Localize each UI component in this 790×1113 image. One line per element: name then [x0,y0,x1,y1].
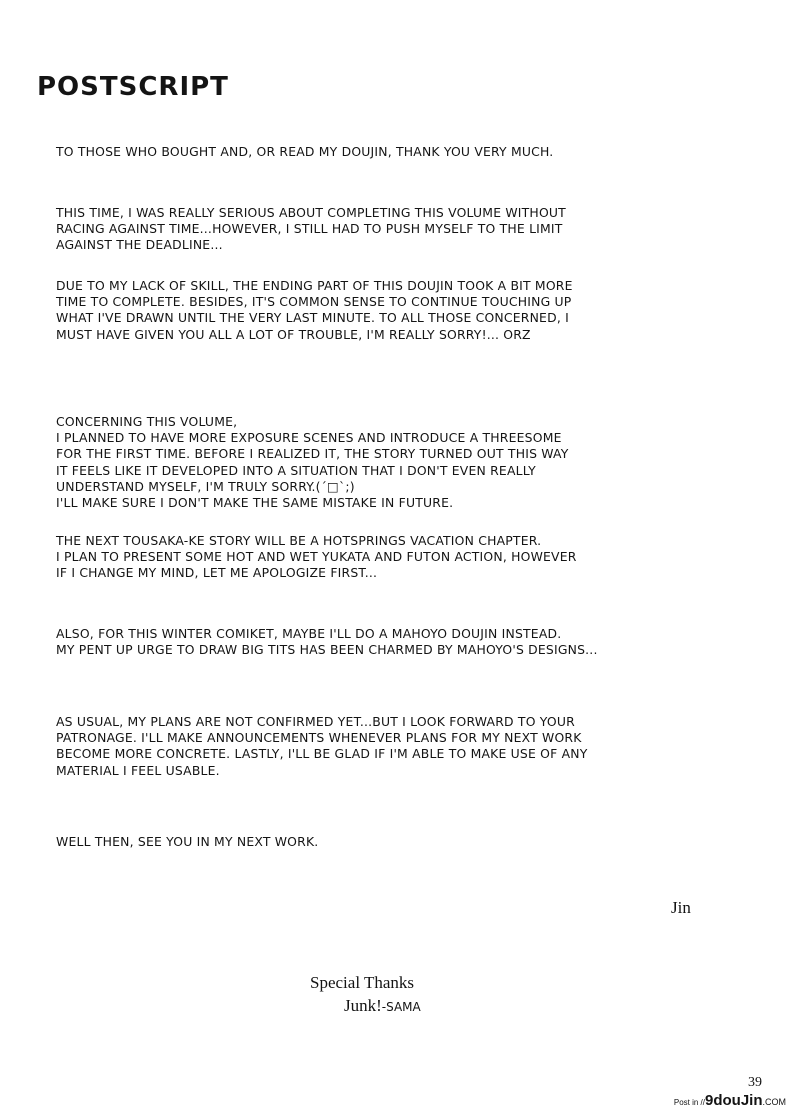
paragraph-farewell [56,834,696,850]
special-thanks-heading: Special Thanks [310,973,415,992]
text-line: FOR THE FIRST TIME. BEFORE I REALIZED IT, THE STORY TURNED OUT THIS WAY [56,446,569,462]
watermark-tld: .COM [762,1097,786,1107]
text-line: WELL THEN, SEE YOU IN MY NEXT WORK. [56,834,319,849]
text-line: AS USUAL, MY PLANS ARE NOT CONFIRMED YET...BUT I LOOK FORWARD TO YOUR [56,714,575,729]
site-watermark [674,1092,786,1110]
text-line: THE NEXT TOUSAKA-KE STORY WILL BE A HOTSPRINGS VACATION CHAPTER. [56,533,542,548]
page-number: 39 [748,1075,762,1090]
text-line: CONCERNING THIS VOLUME, [56,414,238,429]
text-line: IT FEELS LIKE IT DEVELOPED INTO A SITUATION THAT I DON'T EVEN REALLY [56,462,536,478]
watermark-site: 9douJin [704,1092,763,1109]
text-line: I'LL MAKE SURE I DON'T MAKE THE SAME MISTAKE IN FUTURE. [56,495,454,511]
paragraph-plans [56,714,696,779]
text-line: TIME TO COMPLETE. BESIDES, IT'S COMMON SENSE TO CONTINUE TOUCHING UP [56,294,572,310]
text-line: RACING AGAINST TIME...HOWEVER, I STILL HAD TO PUSH MYSELF TO THE LIMIT [56,221,563,237]
author-signature: Jin [671,898,691,917]
paragraph-comiket [56,626,696,658]
paragraph-thanks [56,144,696,160]
paragraph-serious [56,205,696,254]
watermark-prefix: Post in // [673,1098,705,1107]
page-title: POSTSCRIPT [37,72,229,102]
text-line: MUST HAVE GIVEN YOU ALL A LOT OF TROUBLE, I'M REALLY SORRY!... ORZ [56,326,531,342]
text-line: DUE TO MY LACK OF SKILL, THE ENDING PART OF THIS DOUJIN TOOK A BIT MORE [56,278,573,293]
special-thanks-name [344,996,421,1016]
text-line: IF I CHANGE MY MIND, LET ME APOLOGIZE FIRST... [56,565,378,581]
text-line: WHAT I'VE DRAWN UNTIL THE VERY LAST MINUTE. TO ALL THOSE CONCERNED, I [56,310,569,326]
thanks-name-text: Junk! [344,996,382,1015]
text-line: ALSO, FOR THIS WINTER COMIKET, MAYBE I'LL DO A MAHOYO DOUJIN INSTEAD. [56,626,562,641]
text-line: PATRONAGE. I'LL MAKE ANNOUNCEMENTS WHENEVER PLANS FOR MY NEXT WORK [56,730,582,746]
paragraph-skill [56,278,696,343]
text-line: BECOME MORE CONCRETE. LASTLY, I'LL BE GLAD IF I'M ABLE TO MAKE USE OF ANY [56,746,588,762]
thanks-name-suffix: -SAMA [381,1000,421,1014]
paragraph-volume [56,414,696,511]
text-line: I PLAN TO PRESENT SOME HOT AND WET YUKATA AND FUTON ACTION, HOWEVER [56,549,577,565]
text-line: I PLANNED TO HAVE MORE EXPOSURE SCENES AND INTRODUCE A THREESOME [56,430,562,446]
text-line: MY PENT UP URGE TO DRAW BIG TITS HAS BEEN CHARMED BY MAHOYO'S DESIGNS... [56,642,598,658]
paragraph-next-story [56,533,696,582]
text-line: AGAINST THE DEADLINE... [56,237,223,253]
text-line: THIS TIME, I WAS REALLY SERIOUS ABOUT COMPLETING THIS VOLUME WITHOUT [56,205,566,220]
text-line: TO THOSE WHO BOUGHT AND, OR READ MY DOUJIN, THANK YOU VERY MUCH. [56,144,554,159]
text-line: UNDERSTAND MYSELF, I'M TRULY SORRY.(´□`;) [56,478,355,494]
text-line: MATERIAL I FEEL USABLE. [56,762,220,778]
